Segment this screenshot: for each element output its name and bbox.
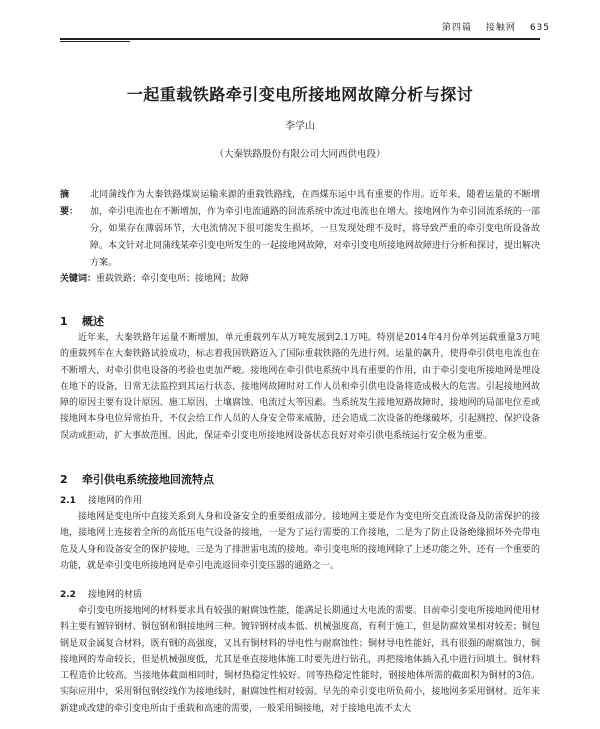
section-title: 牵引供电系统接地回流特点: [82, 473, 214, 486]
subsection-heading: [60, 587, 142, 600]
header-rule: [60, 38, 540, 40]
header-topic: 接触网: [485, 23, 516, 33]
section-number: 1: [60, 315, 68, 328]
section-heading: [60, 313, 104, 329]
keywords-label: 关键词：: [60, 274, 97, 284]
running-header: [432, 20, 550, 33]
paragraph: 近年来，大秦铁路年运量不断增加，单元重载列车从万吨发展到2.1万吨。特别是2014年4月份单列运载重量3万吨的重载列车在大秦铁路试验成功，标志着我国铁路迈入了国际重载铁路的先进行列。运量的飙升，使得牵引供电电流也在不断增大，对牵引供电设备的考验也更加严峻。接地网在牵引供电系统中具有重要的作用，由于牵引变电所接地网是埋设在地下的设备，日常无法监控到其运行状态，接地网故障时对工作人员和牵引供电设备将造成极大的危害。引起接地网故障的原因主要有设计原因、施工原因、土壤腐蚀、电流过大等因素。当系统发生接地短路故障时，接地网的局部电位差或接地网本身电位异常抬升，不仅会给工作人员的人身安全带来威胁，还会造成二次设备的绝缘破坏，引起测控、保护设备误动或拒动，扩大事故范围。因此，保证牵引变电所接地网设备状态良好对牵引供电系统运行安全极为重要。: [60, 333, 540, 441]
subsection-title: 接地网的作用: [88, 496, 143, 506]
header-page-number: 635: [529, 23, 550, 33]
abstract-text: 北同蒲线作为大秦铁路煤炭运输来源的重载铁路线，在西煤东运中具有重要的作用。近年来，随着运量的不断增加，牵引电流也在不断增加，作为牵引电流通路的回流系统中流过电流也在增大。接地网作为牵引回流系统的一部分，如果存在薄弱环节，大电流情况下很可能发生损坏，一旦发现处理不及时，将导致严重的牵引变电所设备故障。本文针对北同蒲线某牵引变电所发生的一起接地网故障，对牵引变电所接地网故障进行分析和探讨，提出解决方案。: [90, 190, 541, 268]
section-number: 2: [60, 473, 68, 486]
article-affiliation: （大秦铁路股份有限公司大同西供电段）: [214, 149, 386, 160]
abstract-block: [60, 187, 540, 272]
subsection-number: 2.1: [60, 496, 76, 506]
header-rule-short: [60, 41, 130, 42]
section-heading: [60, 471, 214, 487]
header-chapter: 第四篇: [442, 23, 473, 33]
section-title: 概述: [82, 315, 104, 328]
subsection-heading: [60, 493, 142, 506]
abstract-label: 摘 要：: [60, 190, 79, 217]
keywords-block: [60, 271, 540, 284]
article-author: 李学山: [285, 121, 315, 132]
paragraph: 牵引变电所接地网的材料要求具有较强的耐腐蚀性能，能满足长期通过大电流的需要。目前牵引变电所接地网使用材料主要有镀锌钢材、铜包钢和铜接地网三种。镀锌钢材成本低、机械强度高，有利于施工，但是防腐效果相对较差；铜包钢是双金属复合材料，既有钢的高强度，又具有铜材料的导电性与耐腐蚀性；铜材导电性能好，具有很强的耐腐蚀力，铜接地网的寿命较长，但是机械强度低，尤其是垂直接地体施工时要先进行钻孔，再把接地体插入孔中进行回填土。铜材料工程造价比较高。当接地体截面相同时，铜材热稳定性较好。同等热稳定性能时，钢接地体所需的截面积为铜材的3倍。实际应用中，采用铜包钢绞线作为接地线时，耐腐蚀性相对较弱。早先的牵引变电所负荷小，接地网多采用钢材。近年来新建或改建的牵引变电所由于重载和高速的需要，一般采用铜接地，对于接地电流不太大: [60, 606, 540, 714]
subsection-title: 接地网的材质: [88, 590, 143, 600]
keywords-text: 重载铁路；牵引变电所；接地网；故障: [96, 274, 250, 284]
article-title: 一起重载铁路牵引变电所接地网故障分析与探讨: [126, 85, 474, 104]
paragraph: 接地网是变电所中直接关系到人身和设备安全的重要组成部分。接地网主要是作为变电所交直流设备及防雷保护的接地，接地网上连接着全所的高低压电气设备的接地，一是为了运行需要的工作接地，二是为了防止设备绝缘损坏外壳带电危及人身和设备安全的保护接地，三是为了排泄雷电流的接地。牵引变电所的接地网除了上述功能之外，还有一个重要的功能，就是牵引变电所接地网是牵引电流返回牵引变压器的通路之一。: [60, 512, 540, 571]
subsection-number: 2.2: [60, 590, 76, 600]
